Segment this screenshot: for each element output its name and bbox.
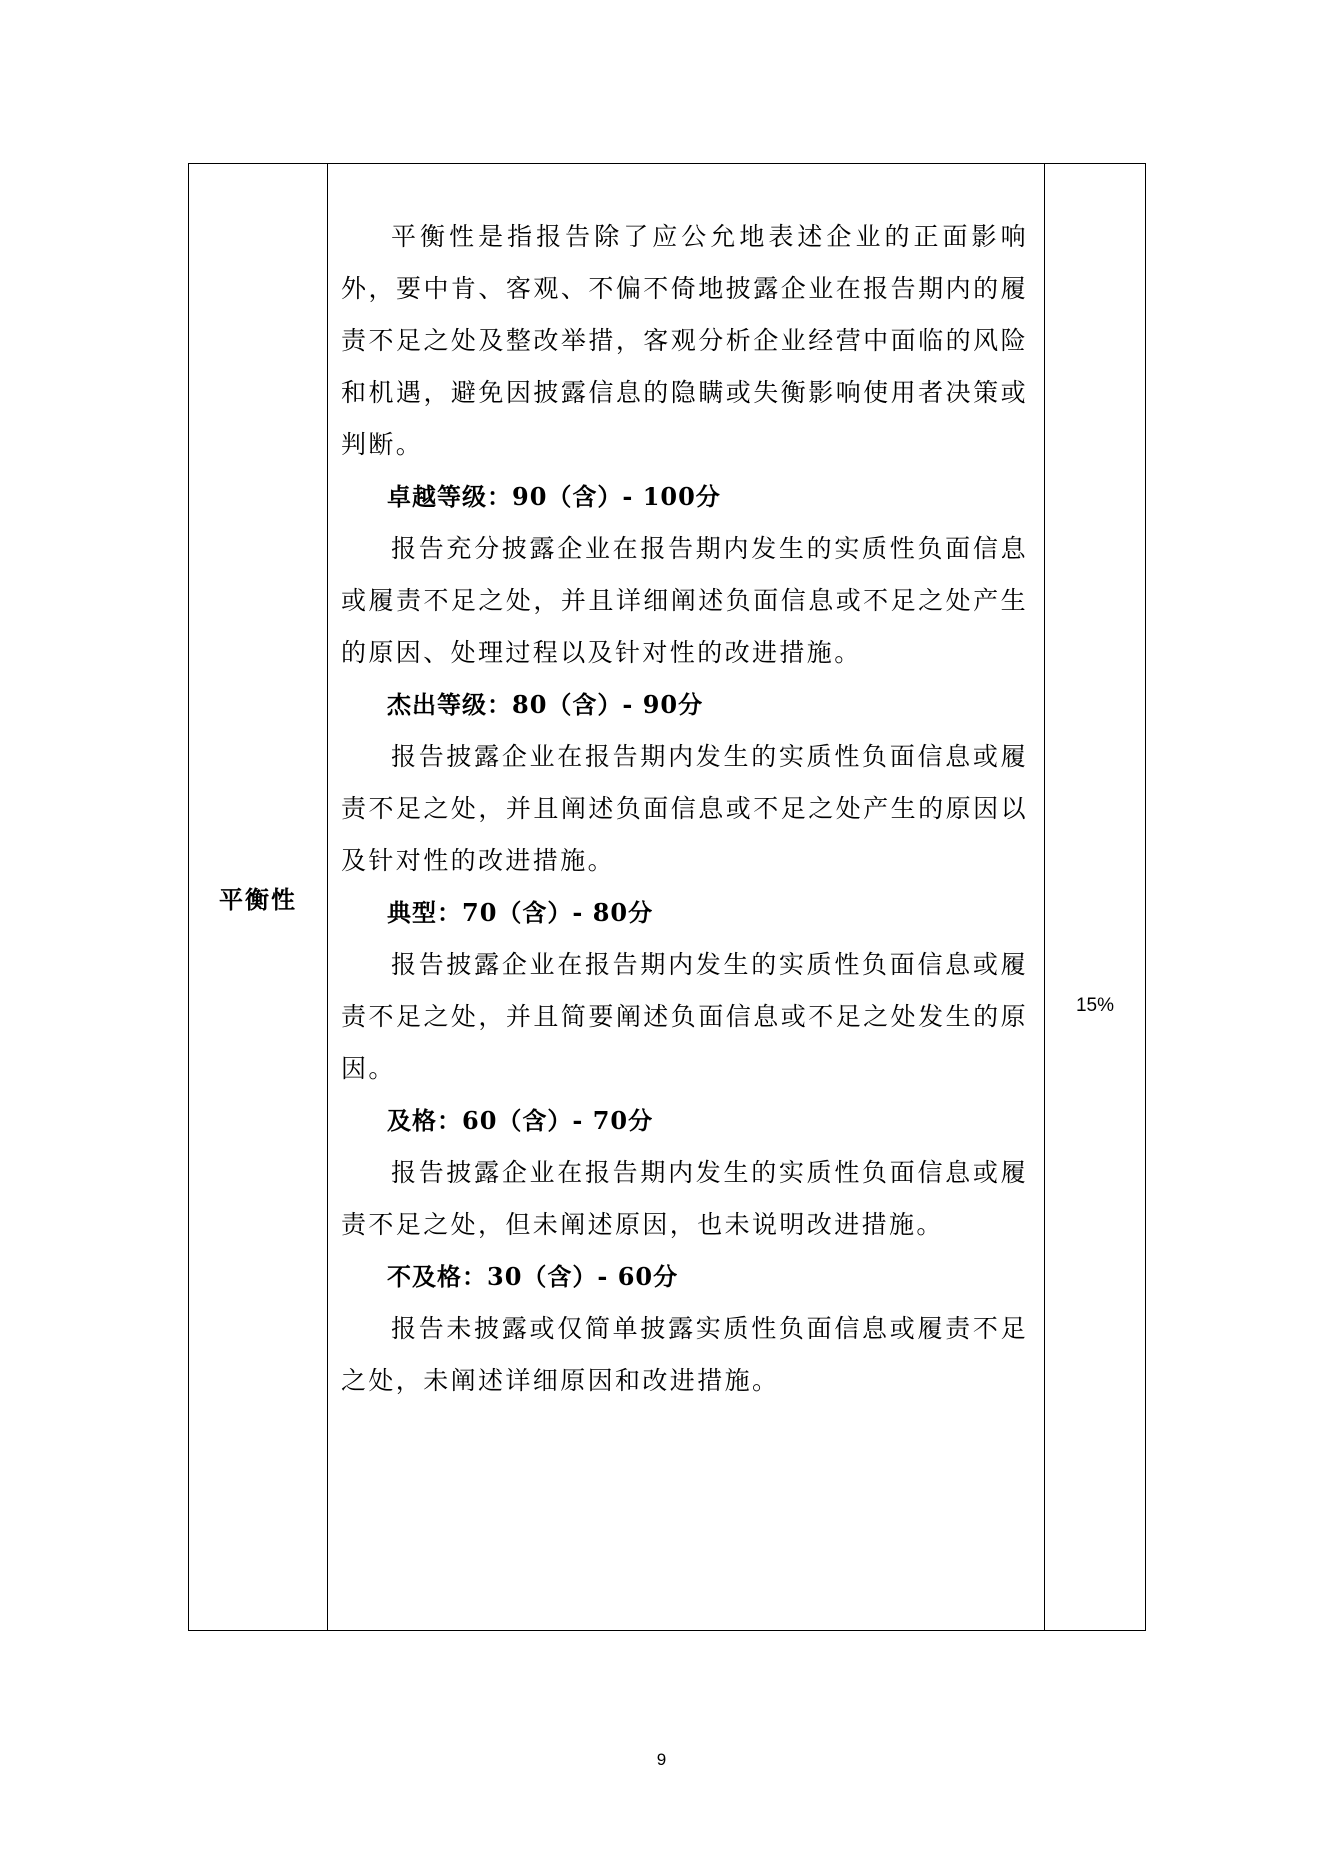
level-description-outstanding: 报告披露企业在报告期内发生的实质性负面信息或履责不足之处，并且阐述负面信息或不足之处产生的原因以及针对性的改进措施。 (341, 742, 1028, 875)
level-heading-outstanding: 杰出等级：80（含）- 90分 (387, 690, 704, 719)
evaluation-table (188, 163, 1146, 1631)
level-description-excellent: 报告充分披露企业在报告期内发生的实质性负面信息或履责不足之处，并且详细阐述负面信息或不足之处产生的原因、处理过程以及针对性的改进措施。 (341, 534, 1028, 667)
level-description-pass: 报告披露企业在报告期内发生的实质性负面信息或履责不足之处，但未阐述原因，也未说明改进措施。 (341, 1158, 1028, 1239)
definition-text: 平衡性是指报告除了应公允地表述企业的正面影响外，要中肯、客观、不偏不倚地披露企业在报告期内的履责不足之处及整改举措，客观分析企业经营中面临的风险和机遇，避免因披露信息的隐瞒或失衡影响使用者决策或判断。 (341, 222, 1028, 459)
dimension-label: 平衡性 (189, 164, 328, 1631)
table-row (189, 164, 1146, 1631)
criteria-cell (328, 164, 1045, 1631)
level-heading-typical: 典型：70（含）- 80分 (387, 898, 654, 927)
weight-value: 15% (1045, 164, 1146, 1631)
level-description-fail: 报告未披露或仅简单披露实质性负面信息或履责不足之处，未阐述详细原因和改进措施。 (341, 1314, 1028, 1395)
level-description-typical: 报告披露企业在报告期内发生的实质性负面信息或履责不足之处，并且简要阐述负面信息或不足之处发生的原因。 (341, 950, 1028, 1083)
level-heading-fail: 不及格：30（含）- 60分 (387, 1262, 679, 1291)
level-heading-pass: 及格：60（含）- 70分 (387, 1106, 654, 1135)
level-heading-excellent: 卓越等级：90（含）- 100分 (387, 482, 721, 511)
page-number: 9 (656, 1750, 667, 1769)
